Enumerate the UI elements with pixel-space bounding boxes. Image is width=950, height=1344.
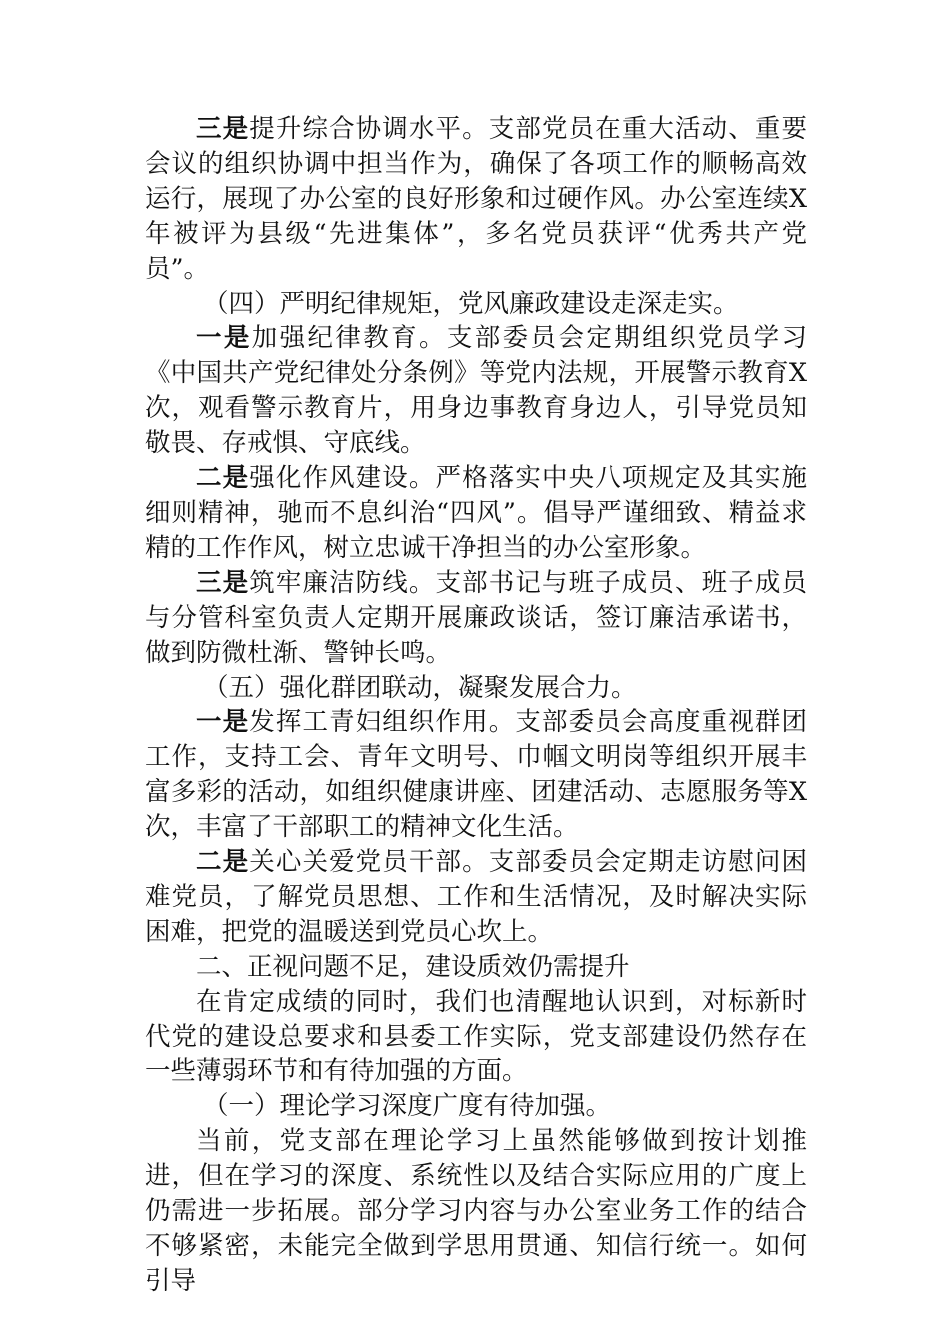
paragraph-lead: 三是 [196,567,250,598]
paragraph-problems-intro [145,985,807,1090]
section-heading-mass-organizations [145,671,807,706]
paragraph-text: 筑牢廉洁防线。支部书记与班子成员、班子成员与分管科室负责人定期开展廉政谈话，签订廉洁承诺书，做到防微杜渐、警钟长鸣。 [145,567,807,668]
paragraph-text: （一）理论学习深度广度有待加强。 [203,1091,612,1122]
paragraph-integrity [145,566,807,671]
paragraph-lead: 一是 [196,323,252,354]
paragraph-text: 关心关爱党员干部。支部委员会定期走访慰问困难党员，了解党员思想、工作和生活情况，及时解决实际困难，把党的温暖送到党员心坎上。 [145,847,807,947]
paragraph-text: 发挥工青妇组织作用。支部委员会高度重视群团工作，支持工会、青年文明号、巾帼文明岗等组织开展丰富多彩的活动，如组织健康讲座、团建活动、志愿服务等X次，丰富了干部职工的精神文化生活。 [145,707,807,843]
paragraph-care [145,845,807,950]
section-heading-discipline [145,287,807,322]
paragraph-coordination [145,112,807,287]
paragraph-lead: 二是 [196,463,250,494]
paragraph-lead: 二是 [196,847,250,878]
paragraph-mass-organizations [145,705,807,845]
paragraph-text: 二、正视问题不足，建设质效仍需提升 [196,951,630,982]
paragraph-discipline-education [145,321,807,461]
paragraph-lead: 三是 [196,114,250,144]
paragraph-text: 当前，党支部在理论学习上虽然能够做到按计划推进，但在学习的深度、系统性以及结合实际应用的广度上仍需进一步拓展。部分学习内容与办公室业务工作的结合不够紧密，未能完全做到学思用贯通、知信行统一。如何引导 [145,1126,807,1296]
document-body [145,112,807,1299]
paragraph-text: 在肯定成绩的同时，我们也清醒地认识到，对标新时代党的建设总要求和县委工作实际，党支部建设仍然存在一些薄弱环节和有待加强的方面。 [145,986,807,1087]
paragraph-theory-study [145,1124,807,1299]
paragraph-text: （四）严明纪律规矩，党风廉政建设走深走实。 [203,288,739,319]
paragraph-text: 提升综合协调水平。支部党员在重大活动、重要会议的组织协调中担当作为，确保了各项工作的顺畅高效运行，展现了办公室的良好形象和过硬作风。办公室连续X年被评为县级“先进集体”，多名党员获评“优秀共产党员”。 [145,114,807,284]
paragraph-text: （五）强化群团联动，凝聚发展合力。 [203,672,637,703]
chapter-heading-problems [145,950,807,985]
paragraph-text: 强化作风建设。严格落实中央八项规定及其实施细则精神，驰而不息纠治“四风”。倡导严谨细致、精益求精的工作作风，树立忠诚干净担当的办公室形象。 [145,463,807,563]
paragraph-text: 加强纪律教育。支部委员会定期组织党员学习《中国共产党纪律处分条例》等党内法规，开展警示教育X次，观看警示教育片，用身边事教育身边人，引导党员知敬畏、存戒惧、守底线。 [145,323,807,459]
paragraph-lead: 一是 [196,707,250,738]
section-heading-theory-study [145,1089,807,1124]
paragraph-work-style [145,461,807,566]
